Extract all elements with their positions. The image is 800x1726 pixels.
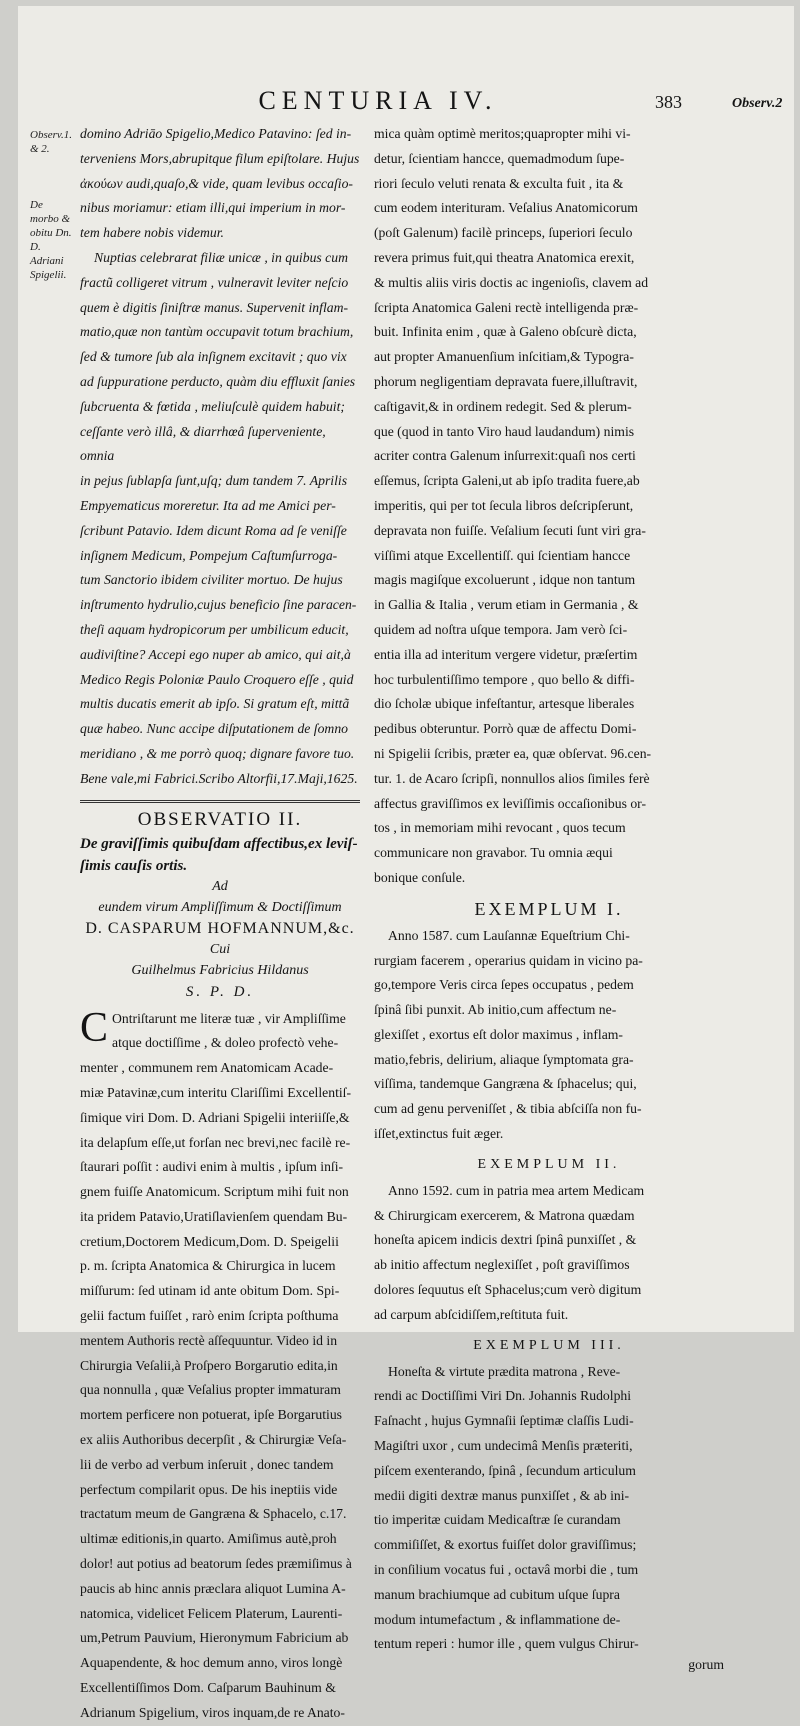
drop-cap: C (80, 1004, 109, 1051)
text-line: in pejus ſublapſa ſunt,uſq; dum tandem 7. Aprilis (80, 473, 348, 489)
text-line: bonique conſule. (374, 869, 466, 885)
text-line: ita delapſum eſſe,ut forſan nec brevi,nec facilè re- (80, 1134, 351, 1150)
letter-body (80, 246, 360, 792)
text-line: depravata non fuiſſe. Veſalium ſecuti ſunt viri gra- (374, 522, 646, 538)
text-line: ex aliis Authoribus decerpſit , & Chirurgiæ Veſa- (80, 1432, 347, 1448)
addressee-name: D. CASPARUM HOFMANNUM,&c. (85, 919, 355, 937)
text-line: Nuptias celebrarat filiæ unicæ , in quibus cum (94, 249, 348, 265)
text-line: dio ſcholæ ubique infeſtantur, artesque liberales (374, 696, 635, 712)
text-line: lii de verbo ad verbum inſeruit , donec tandem (80, 1456, 334, 1472)
text-line: Ontriſtarunt me literæ tuæ , vir Ampliſſime (112, 1010, 346, 1026)
text-line: detur, ſcientiam hancce, quemadmodum ſupe- (374, 150, 625, 166)
right-column (374, 122, 724, 1673)
text-line: miæ Patavinæ,cum interitu Clariſſimi Excellentiſ- (80, 1084, 352, 1100)
text-line: & Chirurgicam exercerem, & Matrona quædam (374, 1207, 635, 1223)
text-line: phorum negligentiam depravata fuere,illuſtravit, (374, 373, 638, 389)
left-column (80, 122, 360, 1726)
text-line: ad ſuppuratione perducto, quàm diu effluxit ſanies (80, 373, 356, 389)
text-line: tem habere nobis videmur. (80, 225, 224, 241)
text-line: piſcem exenterando, ſpinâ , ſecundum articulum (374, 1462, 636, 1478)
text-line: ad carpum abſcidiſſem,reſtituta fuit. (374, 1306, 569, 1322)
text-line: ſcribunt Patavio. Idem dicunt Roma ad ſe veniſſe (80, 522, 347, 538)
text-line: ſcripta Anatomica Galeni rectè intelligenda præ- (374, 299, 639, 315)
text-line: Chirurgia Veſalii,à Proſpero Borgarutio edita,in (80, 1357, 338, 1373)
text-line: Magiſtri uxor , cum undecimâ Menſis præteriti, (374, 1438, 633, 1454)
text-line: Adrianum Spigelium, viros inquam,de re Anato- (80, 1704, 345, 1720)
text-line: (poſt Galenum) facilè princeps, ſuperiori ſeculo (374, 225, 633, 241)
text-line: in conſilium vocatus fui , octavâ morbi die , tum (374, 1562, 639, 1578)
text-line: in Gallia & Italia , verum etiam in Germania , & (374, 597, 639, 613)
text-line: glexiſſet , exortus eſt dolor maximus , inflam- (374, 1026, 623, 1042)
text-line: menter , communem rem Anatomicam Acade- (80, 1060, 334, 1076)
ad-label: Ad (212, 878, 228, 894)
text-line: quem è digitis ſiniſtræ manus. Supervenit inflam- (80, 299, 349, 315)
text-line: matio,quæ non tantùm occupavit totum brachium, (80, 324, 354, 340)
text-line: dolor! aut potius ad beatorum ſedes præmiſimus à (80, 1556, 352, 1572)
text-line: tractatum meum de Gangræna & Sphacelo, c.17. (80, 1506, 347, 1522)
text-line: theſi aquam hydropicorum per umbilicum educit, (80, 621, 349, 637)
text-line: aut propter Amanuenſium inſcitiam,& Typogra- (374, 349, 634, 365)
text-line: p. m. ſcripta Anatomica & Chirurgica in lucem (80, 1258, 336, 1274)
text-line: pedibus obteruntur. Porrò quæ de affectu Domi- (374, 721, 637, 737)
text-line: ultimæ editionis,in quarto. Amiſimus autè,proh (80, 1531, 337, 1547)
text-line: caſtigavit,& in ordinem redegit. Sed & plerum- (374, 398, 632, 414)
text-line: Bene vale,mi Fabrici.Scribo Altorfii,17.Maji,1625. (80, 770, 358, 786)
text-line: revera primus fuit,qui theatra Anatomica erexit, (374, 249, 635, 265)
observatio-title: OBSERVATIO II. (137, 808, 303, 830)
text-line: Honeſta & virtute prædita matrona , Reve- (388, 1363, 621, 1379)
text-line: ſpinâ ſibi punxit. Ab initio,cum affectum ne- (374, 1002, 617, 1018)
text-line: mica quàm optimè meritos;quapropter mihi vi- (374, 126, 631, 141)
text-line: communicare non gravabor. Tu omnia æqui (374, 845, 613, 861)
exemplum-1-title: EXEMPLUM I. (474, 898, 624, 919)
text-line: dolores ſequutus eſt Sphacelus;cum verò digitum (374, 1282, 642, 1298)
text-line: Anno 1592. cum in patria mea artem Medicam (388, 1182, 645, 1198)
text-line: Empyematicus moreretur. Ita ad me Amici per- (80, 497, 336, 513)
text-line: magis magiſque excoluerunt , idque non tantum (374, 572, 636, 588)
margin-note-right: Observ.2 (732, 96, 783, 111)
text-line: & multis aliis viris doctis ac ingenioſis, clavem ad (374, 274, 649, 290)
text-line: tum Sanctorio ibidem civiliter mortuo. De hujus (80, 572, 343, 588)
exemplum-3-title: EXEMPLUM III. (473, 1337, 625, 1353)
text-line: cum eodem interituram. Veſalius Anatomicorum (374, 200, 638, 216)
addressee: eundem virum Ampliſſimum & Doctiſſimum (98, 899, 342, 915)
text-line: gelii factum fuiſſet , rarò enim ſcripta poſthuma (80, 1308, 339, 1324)
text-line: eſſemus, ſcripta Galeni,ut ab ipſo tradita fuere,ab (374, 473, 640, 489)
letter-end (80, 122, 360, 246)
observatio-subtitle: De graviſſimis quibuſdam affectibus,ex leviſ-ſimis cauſis ortis. (80, 835, 358, 874)
text-line: terveniens Mors,abrupitque filum epiſtolare. Hujus (80, 150, 360, 166)
running-title: CENTURIA IV. (258, 86, 498, 115)
text-line: ἀκούων audi,quaſo,& vide, quam levibus occaſio- (80, 175, 353, 191)
text-line: natomica, videlicet Felicem Platerum, Laurenti- (80, 1605, 343, 1621)
text-line: paucis ab hinc annis præclara aliquot Lumina A- (80, 1580, 346, 1596)
text-line: iſſet,extinctus fuit æger. (374, 1126, 504, 1142)
text-line: quidem ad noſtra uſque tempora. Jam verò ſci- (374, 621, 628, 637)
text-line: hoc turbulentiſſimo tempore , quo bello & diffi- (374, 671, 635, 687)
text-line: mortem perficere non potuerat, ipſe Borgarutius (80, 1407, 343, 1423)
text-line: go,tempore Veris circa ſepes occupatus , pedem (374, 977, 634, 993)
page-header (0, 86, 800, 116)
text-line: qua nonnulla , quæ Veſalius propter immaturam (80, 1382, 341, 1398)
text-line: miſſurum: ſed utinam id ante obitum Dom. Spi- (80, 1283, 340, 1299)
text-line: ni Spigelii ſcribis, præter ea, quæ obſervat. 96.cen- (374, 745, 652, 761)
margin-note-observ: Observ.1. & 2. (30, 129, 72, 155)
text-line: ab initio affectum neglexiſſet , poſt graviſſimos (374, 1257, 630, 1273)
text-line: honeſta apicem indicis dextri ſpinâ punxiſſet , & (374, 1232, 637, 1248)
text-line: ſtaurari poſſit : audivi enim à multis , ipſum inſi- (80, 1159, 344, 1175)
text-line: tur. 1. de Acaro ſcripſi, nonnullos alios ſimiles ferè (374, 770, 650, 786)
sender-name: Guilhelmus Fabricius Hildanus (131, 962, 309, 978)
text-line: nibus moriamur: etiam illi,qui imperium in mor- (80, 200, 346, 216)
reply-letter (80, 1004, 360, 1726)
text-line: entia illa ad interitum vergere videtur, præſertim (374, 646, 638, 662)
text-line: imperitis, qui per tot ſecula libros deſcripſerunt, (374, 497, 634, 513)
text-line: manum brachiumque ad cubitum uſque ſupra (374, 1586, 620, 1602)
continuation-paragraph (374, 122, 724, 891)
text-line: perfectum compilarit opus. De his ineptiis vide (80, 1481, 338, 1497)
text-line: tio imperitæ cuidam Medicaſtræ ſe curandam (374, 1512, 621, 1528)
salutation: S. P. D. (185, 983, 255, 1000)
text-line: viſſimi atque Excellentiſſ. qui ſcientiam hancce (374, 547, 631, 563)
text-line: Anno 1587. cum Lauſannæ Equeſtrium Chi- (388, 927, 630, 943)
exemplum-3-text (374, 1360, 724, 1658)
text-line: audiviſtine? Accepi ego nuper ab amico, qui ait,à (80, 646, 351, 662)
text-line: cum ad genu perveniſſet , & tibia abſciſſa non fu- (374, 1101, 642, 1117)
page-number: 383 (655, 92, 682, 112)
text-line: ceſſante verò illâ, & diarrhœâ ſuperveniente, omnia (80, 423, 326, 464)
text-line: Medico Regis Poloniæ Paulo Croquero eſſe , quid (80, 671, 354, 687)
text-line: medii digiti dextræ manus punxiſſet , & ab ini- (374, 1487, 630, 1503)
text-line: que (quod in tanto Viro haud laudandum) nimis (374, 423, 635, 439)
text-line: gnem fuiſſe Anatomicum. Scriptum mihi fuit non (80, 1184, 349, 1200)
text-line: rendi ac Doctiſſimi Viri Dn. Johannis Rudolphi (374, 1388, 632, 1404)
exemplum-2-text (374, 1179, 724, 1328)
text-line: atque doctiſſime , & doleo profectò vehe- (112, 1035, 339, 1051)
text-line: mentem Authoris rectè aſſequuntur. Video id in (80, 1332, 338, 1348)
text-line: rurgiam facerem , operarius quidam in vicino pa- (374, 952, 643, 968)
text-line: affectus graviſſimos ex leviſſimis occaſionibus or- (374, 795, 647, 811)
section-divider (80, 800, 360, 803)
text-line: tos , in memoriam mihi revocant , quos tecum (374, 820, 626, 836)
text-line: meridiano , & me porrò quoq; dignare favore tuo. (80, 745, 355, 761)
text-line: fractũ colligeret vitrum , vulneravit leviter neſcio (80, 274, 349, 290)
text-line: Excellentiſſimos Dom. Caſparum Bauhinum & (80, 1680, 336, 1696)
margin-notes (30, 128, 74, 324)
text-line: ſubcruenta & fœtida , meliuſculè quidem habuit; (80, 398, 345, 414)
text-line: Faſnacht , hujus Gymnaſii ſeptimæ claſſis Ludi- (374, 1413, 634, 1429)
text-line: ſimique viri Dom. D. Adriani Spigelii interiiſſe,& (80, 1109, 350, 1125)
margin-note-spigelius: De morbo & obitu Dn. D. Adriani Spigelii. (30, 199, 72, 281)
text-line: multis ducatis emerit ab ipſo. Si gratum eſt, mittã (80, 696, 350, 712)
text-line: inſtrumento hydrulio,cujus beneficio ſine paracen- (80, 597, 357, 613)
text-line: quæ habeo. Nunc accipe diſputationem de ſomno (80, 721, 349, 737)
text-line: buit. Infinita enim , quæ à Galeno obſcurè dicta, (374, 324, 637, 340)
catchword: gorum (688, 1657, 724, 1673)
text-line: modum intumefactum , & inflammatione de- (374, 1611, 621, 1627)
text-line: acriter contra Galenum inſurrexit:quaſi nos certi (374, 448, 636, 464)
exemplum-2-title: EXEMPLUM II. (477, 1156, 621, 1172)
text-line: Aquapendente, & hoc demum anno, viros longè (80, 1655, 343, 1671)
exemplum-1-text (374, 924, 724, 1147)
text-line: ita pridem Patavio,Uratiſlavienſem quendam Bu- (80, 1208, 348, 1224)
text-line: cretium,Doctorem Medicum,Dom. D. Speigelii (80, 1233, 339, 1249)
text-line: ſed & tumore ſub ala inſignem excitavit ; quo vix (80, 349, 347, 365)
text-line: viſſima, tandemque Gangræna & ſphacelus; qui, (374, 1076, 637, 1092)
text-line: inſignem Medicum, Pompejum Caſtumſurroga- (80, 547, 338, 563)
text-line: tentum reperi : humor ille , quem vulgus Chirur- (374, 1636, 639, 1652)
text-line: commiſiſſet, & exortus fuiſſet dolor graviſſimus; (374, 1537, 637, 1553)
text-line: matio,febris, delirium, aliaque ſymptomata gra- (374, 1051, 634, 1067)
cui-label: Cui (209, 941, 231, 957)
text-line: domino Adriāo Spigelio,Medico Patavino: ſed in- (80, 126, 352, 141)
text-line: riori ſeculo veluti renata & exculta fuit , ita & (374, 175, 624, 191)
text-line: um,Petrum Pauvium, Hieronymum Fabricium ab (80, 1630, 349, 1646)
